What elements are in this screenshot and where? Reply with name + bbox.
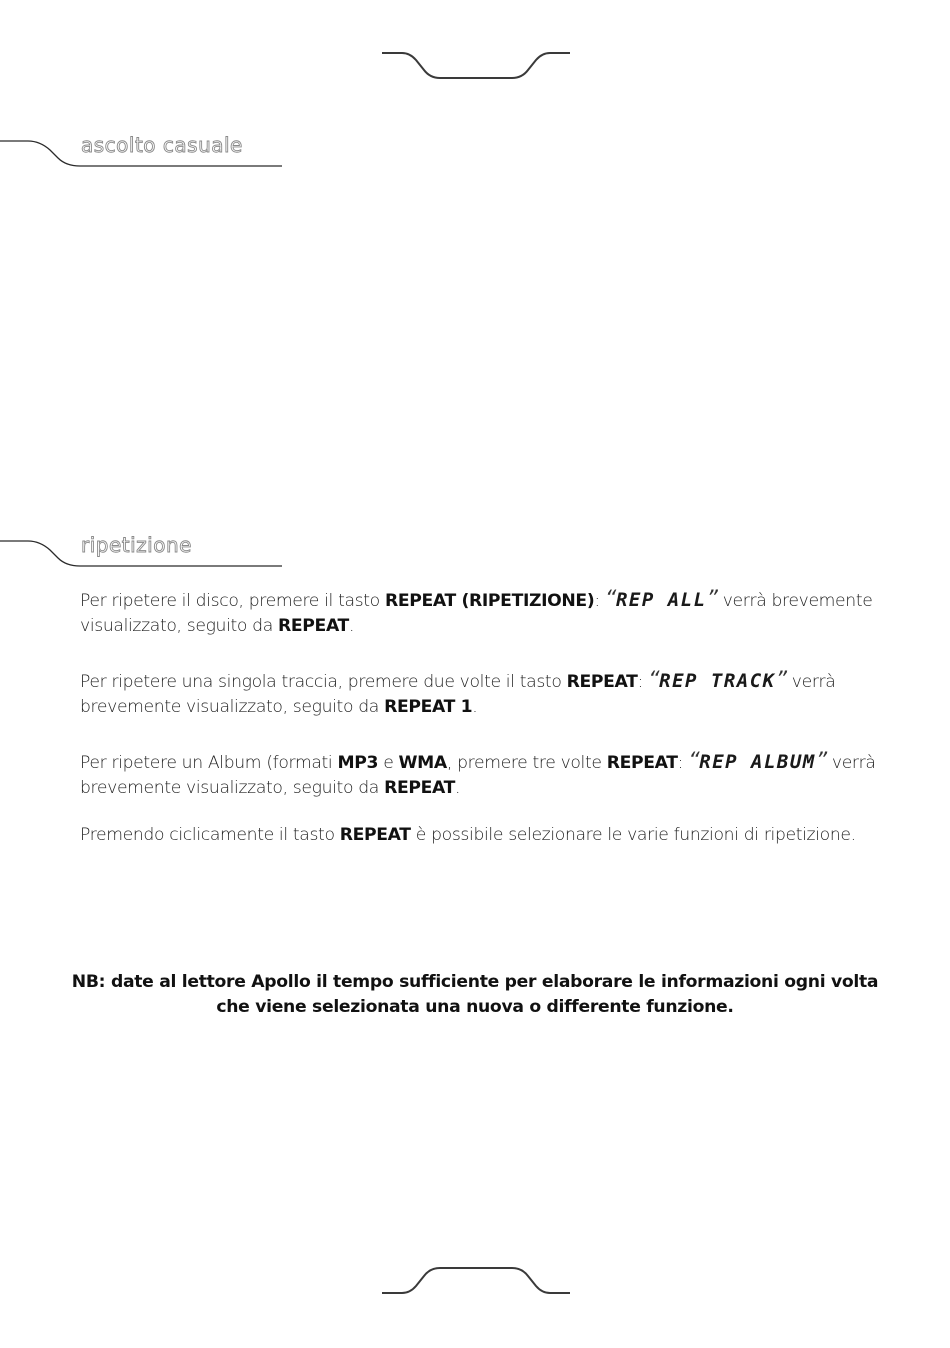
text: : (637, 672, 649, 692)
text: verrà brevemente visualizzato, seguito da (80, 591, 873, 636)
text: . (348, 616, 355, 636)
key-name: REPEAT (278, 616, 349, 636)
text: Per ripetere una singola traccia, premere due volte il tasto (80, 672, 567, 692)
note-line: che viene selezionata una nuova o differente funzione. (216, 997, 734, 1017)
note-block (60, 970, 890, 1020)
key-name: REPEAT 1 (384, 697, 473, 717)
text: verrà brevemente visualizzato, seguito da (80, 672, 836, 717)
text: Premendo ciclicamente il tasto (80, 825, 340, 845)
text: e (378, 753, 399, 773)
top-ornament (380, 50, 572, 84)
close-quote: ” (775, 668, 787, 693)
text: . (472, 697, 478, 717)
key-name: REPEAT (RIPETIZIONE) (384, 591, 595, 611)
lcd-display-text: REP ALL (615, 589, 707, 611)
note-line: NB: date al lettore Apollo il tempo sufficiente per elaborare le informazioni ogni volta (71, 972, 879, 992)
key-name: MP3 (337, 753, 379, 773)
open-quote: “ (604, 587, 616, 612)
close-quote: ” (706, 587, 718, 612)
section-title-random: ascolto casuale (81, 133, 243, 157)
key-name: REPEAT (384, 778, 455, 798)
lcd-display-text: REP TRACK (659, 670, 776, 692)
paragraph-repeat-cycle (80, 823, 880, 848)
key-name: WMA (398, 753, 447, 773)
text: , premere tre volte (446, 753, 607, 773)
text: : (594, 591, 605, 611)
open-quote: “ (648, 668, 660, 693)
lcd-display-text: REP ALBUM (699, 751, 816, 773)
text: è possibile selezionare le varie funzioni di ripetizione. (410, 825, 856, 845)
paragraph-repeat-track (80, 668, 880, 720)
text: verrà brevemente visualizzato, seguito da (80, 753, 876, 798)
close-quote: ” (815, 749, 827, 774)
key-name: REPEAT (566, 672, 638, 692)
open-quote: “ (688, 749, 700, 774)
key-name: REPEAT (339, 825, 411, 845)
paragraph-repeat-album (80, 749, 880, 801)
text: : (677, 753, 689, 773)
text: Per ripetere il disco, premere il tasto (80, 591, 385, 611)
text: Per ripetere un Album (formati (80, 753, 338, 773)
section-title-repeat: ripetizione (81, 533, 192, 557)
text: . (454, 778, 461, 798)
bottom-ornament (380, 1264, 572, 1298)
key-name: REPEAT (606, 753, 678, 773)
paragraph-repeat-disc (80, 587, 880, 639)
